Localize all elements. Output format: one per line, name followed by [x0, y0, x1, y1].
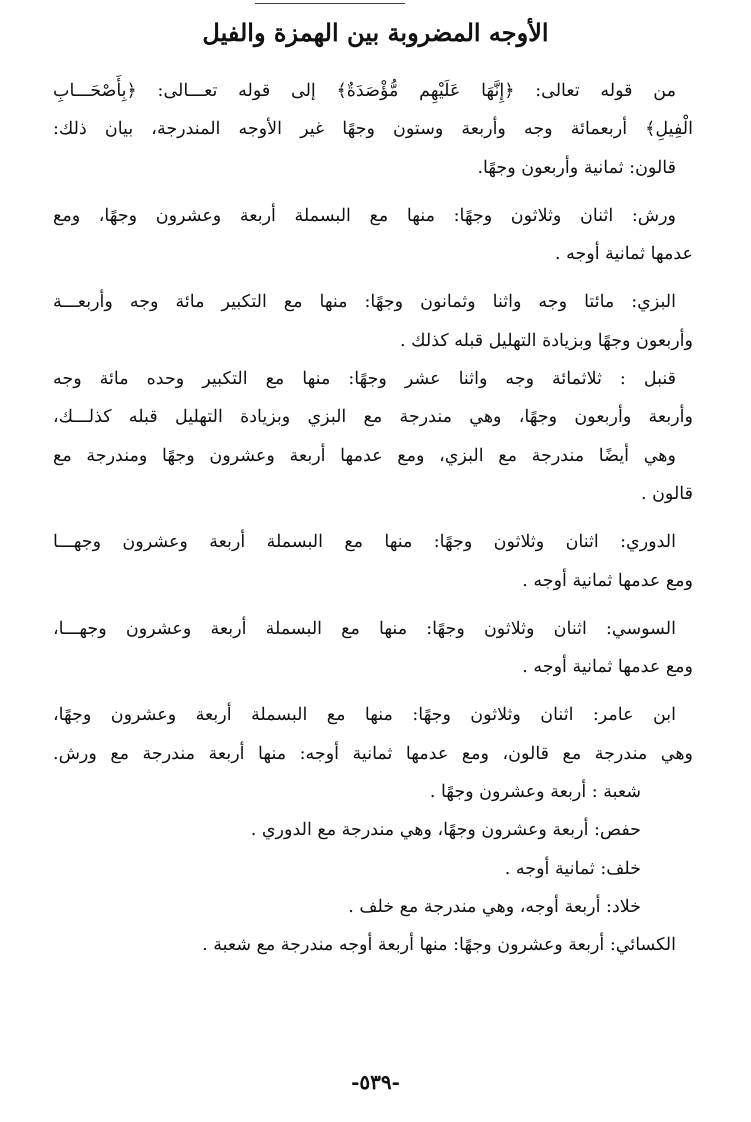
- text-line: وهي مندرجة مع قالون، ومع عدمها ثمانية أوجه: منها أربعة مندرجة مع ورش.: [53, 743, 693, 764]
- text-line: قالون .: [640, 483, 693, 504]
- top-rule: [255, 3, 405, 4]
- text-line: عدمها ثمانية أوجه .: [554, 244, 693, 265]
- text-line: وأربعون وجهًا وبزيادة التهليل قبله كذلك .: [399, 330, 693, 351]
- text-line: قالون: ثمانية وأربعون وجهًا.: [477, 157, 676, 178]
- text-line: ومع عدمها ثمانية أوجه .: [522, 657, 693, 678]
- text-line: خلاد: أربعة أوجه، وهي مندرجة مع خلف .: [348, 896, 641, 917]
- page-title: الأوجه المضروبة بين الهمزة والفيل: [202, 18, 549, 47]
- text-line: الدوري: اثنان وثلاثون وجهًا: منها مع البسملة أربعة وعشرون وجهـــا: [53, 532, 676, 553]
- text-line: الكسائي: أربعة وعشرون وجهًا: منها أربعة أوجه مندرجة مع شعبة .: [202, 935, 676, 956]
- text-line: من قوله تعالى: ﴿إِنَّهَا عَلَيْهِم مُّؤْصَدَةٌ﴾ إلى قوله تعـــالى: ﴿بِأَصْحَـــابِ: [53, 81, 676, 101]
- text-line: الْفِيلِ﴾ أربعمائة وجه وأربعة وستون وجهًا غير الأوجه المندرجة، بيان ذلك:: [53, 119, 693, 140]
- text-line: قنبل : ثلاثمائة وجه واثنا عشر وجهًا: منها مع التكبير وحده مائة وجه: [53, 369, 676, 390]
- body-text: [53, 72, 693, 965]
- text-line: شعبة : أربعة وعشرون وجهًا .: [429, 782, 641, 803]
- text-line: السوسي: اثنان وثلاثون وجهًا: منها مع البسملة أربعة وعشرون وجهـــا،: [53, 618, 676, 639]
- text-line: حفص: أربعة وعشرون وجهًا، وهي مندرجة مع الدوري .: [250, 820, 641, 841]
- text-line: ورش: اثنان وثلاثون وجهًا: منها مع البسملة أربعة وعشرون وجهًا، ومع: [53, 205, 676, 226]
- text-line: وهي أيضًا مندرجة مع البزي، ومع عدمها أربعة وعشرون وجهًا ومندرجة مع: [53, 445, 676, 466]
- text-line: البزي: مائتا وجه واثنا وثمانون وجهًا: منها مع التكبير مائة وجه وأربعـــة: [53, 292, 676, 313]
- text-line: وأربعة وأربعون وجهًا، وهي مندرجة مع البزي وبزيادة التهليل قبله كذلـــك،: [53, 407, 693, 428]
- text-line: خلف: ثمانية أوجه .: [504, 858, 641, 879]
- text-line: ابن عامر: اثنان وثلاثون وجهًا: منها مع البسملة أربعة وعشرون وجهًا،: [53, 705, 676, 726]
- text-line: ومع عدمها ثمانية أوجه .: [522, 570, 693, 591]
- page-number: -٥٣٩-: [351, 1070, 400, 1094]
